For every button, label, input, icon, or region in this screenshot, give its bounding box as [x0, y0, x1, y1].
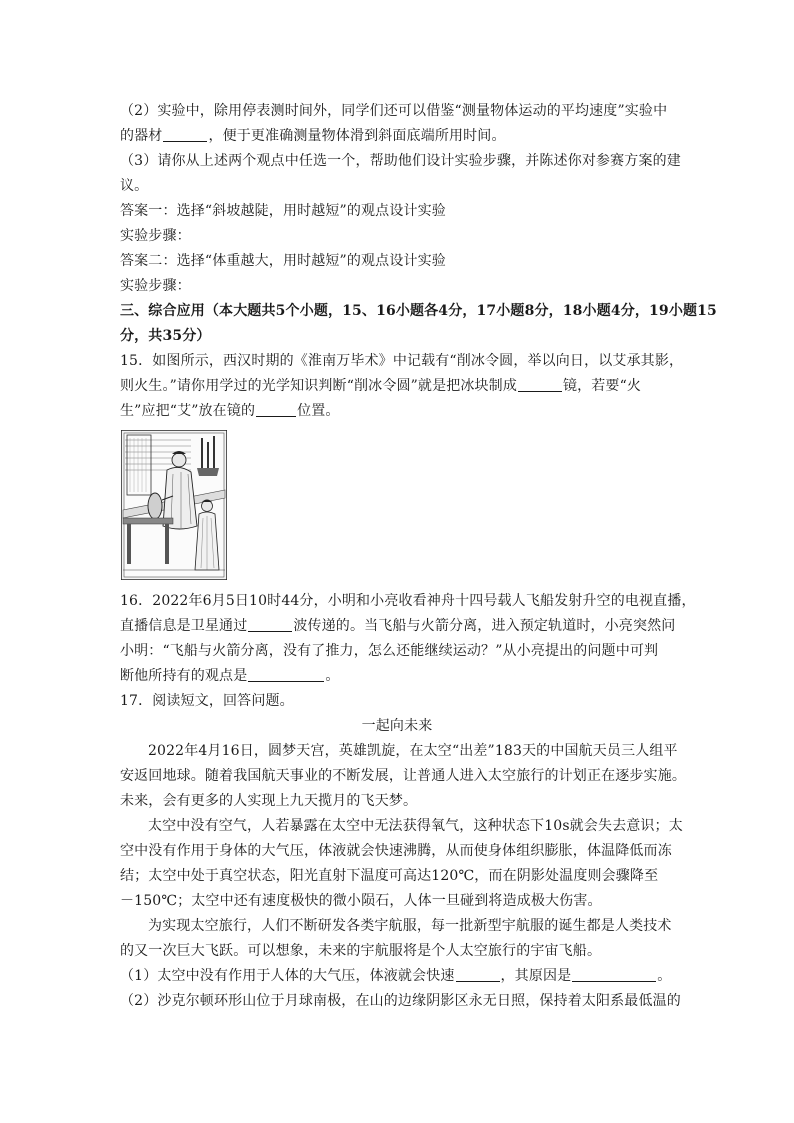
- ancient-illustration: [121, 430, 227, 580]
- article-p1-line1: 2022年4月16日，圆梦天宫，英雄凯旋，在太空“出差”183天的中国航天员三人组平: [148, 743, 678, 759]
- q16-text-c: 断他所持有的观点是: [120, 668, 248, 684]
- answer-blank: [518, 377, 562, 392]
- answer-blank: [572, 967, 656, 982]
- q14-part2-line2: [120, 126, 506, 146]
- answer-blank: [256, 402, 296, 417]
- answer-two: 答案二：选择“体重越大，用时越短”的观点设计实验: [120, 253, 446, 269]
- q15-text-c: 生”应把“艾”放在镜的: [120, 403, 256, 419]
- q16-text-b: 波传递的。当飞船与火箭分离，进入预定轨道时，小亮突然问: [293, 618, 676, 634]
- answer-blank: [248, 617, 292, 632]
- q17-sub1-text-c: 。: [657, 968, 672, 984]
- article-p2-line2: 空中没有作用于身体的大气压，体液就会快速沸腾，从而使身体组织膨胀，体温降低而冻: [120, 843, 672, 859]
- q17-intro: 17．阅读短文，回答问题。: [120, 693, 294, 709]
- q16-line1: 16．2022年6月5日10时44分，小明和小亮收看神舟十四号载人飞船发射升空的电视直播，: [120, 593, 696, 609]
- section-three-heading-line1: 三、综合应用（本大题共5个小题，15、16小题各4分，17小题8分，18小题4分，19小题15: [120, 303, 717, 319]
- q15-text-d: 位置。: [297, 403, 340, 419]
- article-p2-line1: 太空中没有空气，人若暴露在太空中无法获得氧气，这种状态下10s就会失去意识；太: [148, 818, 683, 834]
- q14-part2-line1: （2）实验中，除用停表测时间外，同学们还可以借鉴“测量物体运动的平均速度”实验中: [120, 103, 668, 119]
- q14-part2-text-a: 的器材: [120, 128, 163, 144]
- article-p2-line3: 结；太空中处于真空状态，阳光直射下温度可高达120℃，而在阴影处温度则会骤降至: [120, 868, 659, 884]
- q14-part3-line1: （3）请你从上述两个观点中任选一个，帮助他们设计实验步骤，并陈述你对参赛方案的建: [120, 153, 681, 169]
- answer-blank: [456, 967, 500, 982]
- article-p3-line1: 为实现太空旅行，人们不断研发各类宇航服，每一批新型宇航服的诞生都是人类技术: [148, 918, 672, 934]
- article-title: 一起向未来: [361, 718, 433, 734]
- q16-text-a: 直播信息是卫星通过: [120, 618, 248, 634]
- steps-two-label: 实验步骤：: [120, 278, 191, 294]
- q15-line2: [120, 376, 641, 396]
- q15-text-a: 则火生。”请你用学过的光学知识判断“削冰令圆”就是把冰块制成: [120, 378, 517, 394]
- answer-one: 答案一：选择“斜坡越陡，用时越短”的观点设计实验: [120, 203, 446, 219]
- q16-line4: [120, 666, 340, 686]
- answer-blank: [248, 667, 324, 682]
- answer-blank: [163, 127, 207, 142]
- q15-line3: [120, 401, 340, 421]
- q15-line1: 15．如图所示，西汉时期的《淮南万毕术》中记载有“削冰令圆，举以向日，以艾承其影，: [120, 353, 684, 369]
- q17-sub1: [120, 966, 671, 986]
- q15-text-b: 镜，若要“火: [562, 378, 642, 394]
- q17-sub1-text-b: ，其原因是: [500, 968, 572, 984]
- q17-sub2: （2）沙克尔顿环形山位于月球南极，在山的边缘阴影区永无日照，保持着太阳系最低温的: [120, 993, 681, 1009]
- q16-line3: 小明：“飞船与火箭分离，没有了推力，怎么还能继续运动？”从小亮提出的问题中可判: [120, 643, 659, 659]
- article-p1-line3: 未来，会有更多的人实现上九天揽月的飞天梦。: [120, 793, 418, 809]
- q16-line2: [120, 616, 675, 636]
- article-p3-line2: 的又一次巨大飞跃。可以想象，未来的宇航服将是个人太空旅行的宇宙飞船。: [120, 943, 602, 959]
- q17-sub1-text-a: （1）太空中没有作用于人体的大气压，体液就会快速: [120, 968, 455, 984]
- article-p2-line4: －150℃；太空中还有速度极快的微小陨石，人体一旦碰到将造成极大伤害。: [120, 893, 602, 909]
- section-three-heading-line2: 分，共35分）: [120, 328, 211, 344]
- article-p1-line2: 安返回地球。随着我国航天事业的不断发展，让普通人进入太空旅行的计划正在逐步实施。: [120, 768, 686, 784]
- q14-part2-text-b: ，便于更准确测量物体滑到斜面底端所用时间。: [208, 128, 506, 144]
- q16-text-d: 。: [325, 668, 340, 684]
- q14-part3-line2: 议。: [120, 178, 149, 194]
- steps-one-label: 实验步骤：: [120, 228, 191, 244]
